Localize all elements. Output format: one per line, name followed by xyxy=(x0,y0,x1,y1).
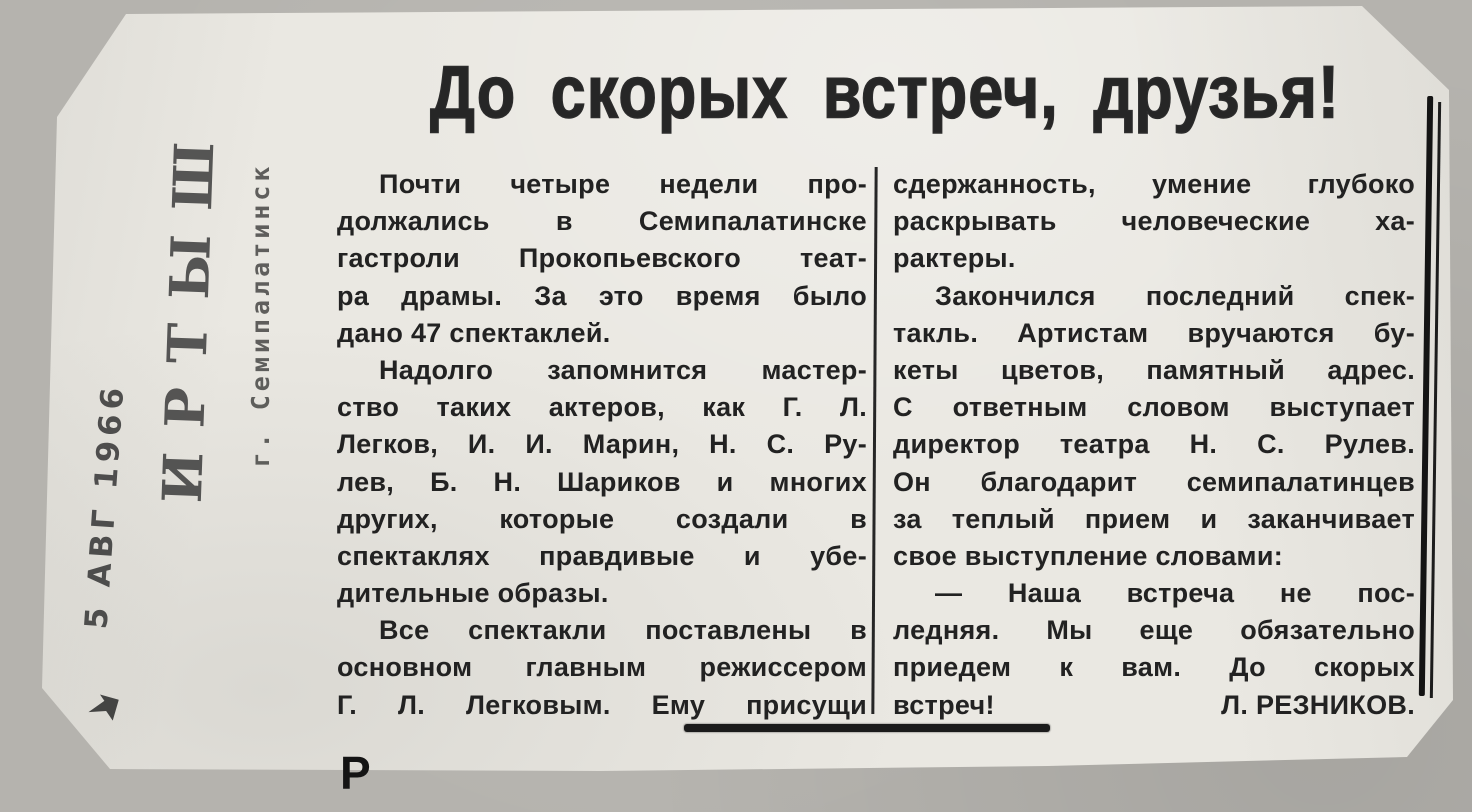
text-line: дано 47 спектаклей. xyxy=(337,317,611,348)
text-line: кеты цветов, памятный адрес. xyxy=(893,354,1415,385)
text-line: Он благодарит семипалатинцев xyxy=(893,466,1415,497)
text-line: приедем к вам. До скорых xyxy=(893,652,1415,683)
newspaper-name-stamp: ИРТЫШ xyxy=(149,116,228,505)
text-line: директор театра Н. С. Рулев. xyxy=(893,429,1415,460)
text-line: Почти четыре недели про- xyxy=(379,169,867,199)
text-line: ство таких актеров, как Г. Л. xyxy=(337,392,867,423)
text-line: рактеры. xyxy=(893,243,1016,274)
author-signature: Л. РЕЗНИКОВ. xyxy=(1221,689,1415,720)
city-stamp: г. Семипалатинск xyxy=(246,162,275,468)
text-line: спектаклях правдивые и убе- xyxy=(337,540,867,571)
text-line: должались в Семипалатинске xyxy=(337,206,867,237)
text-line: дительные образы. xyxy=(337,578,609,609)
text-line: свое выступление словами: xyxy=(893,540,1284,571)
text-line: лев, Б. Н. Шариков и многих xyxy=(337,466,867,497)
text-line: за теплый прием и заканчивает xyxy=(893,503,1415,534)
text-line: ра драмы. За это время было xyxy=(337,280,867,311)
column-1 xyxy=(337,166,867,724)
text-line: Все спектакли поставлены в xyxy=(379,615,867,646)
text-line: гастроли Прокопьевского теат- xyxy=(337,243,867,274)
text-line: Г. Л. Легковым. Ему присущи xyxy=(337,689,867,720)
column-2 xyxy=(893,166,1415,724)
text-line: Легков, И. И. Марин, Н. С. Ру- xyxy=(337,429,867,460)
text-line: Закончился последний спек- xyxy=(935,280,1415,311)
text-line: — Наша встреча не пос- xyxy=(935,578,1415,609)
headline: До скорых встреч, друзья! xyxy=(430,51,1340,134)
signoff-text: встреч! xyxy=(893,689,995,720)
partial-letter: Р xyxy=(340,747,371,799)
text-line: Надолго запомнится мастер- xyxy=(379,354,867,385)
text-line: С ответным словом выступает xyxy=(893,392,1415,423)
text-line xyxy=(893,687,1415,724)
text-line: раскрывать человеческие ха- xyxy=(893,206,1415,237)
text-line: ледняя. Мы еще обязательно xyxy=(893,615,1415,646)
date-stamp: 5 АВГ 1966 xyxy=(78,381,132,631)
text-line: сдержанность, умение глубоко xyxy=(893,169,1415,199)
text-line: такль. Артистам вручаются бу- xyxy=(893,317,1415,348)
end-of-article-rule xyxy=(684,724,1050,732)
text-line: основном главным режиссером xyxy=(337,652,867,683)
text-line: других, которые создали в xyxy=(337,503,867,534)
